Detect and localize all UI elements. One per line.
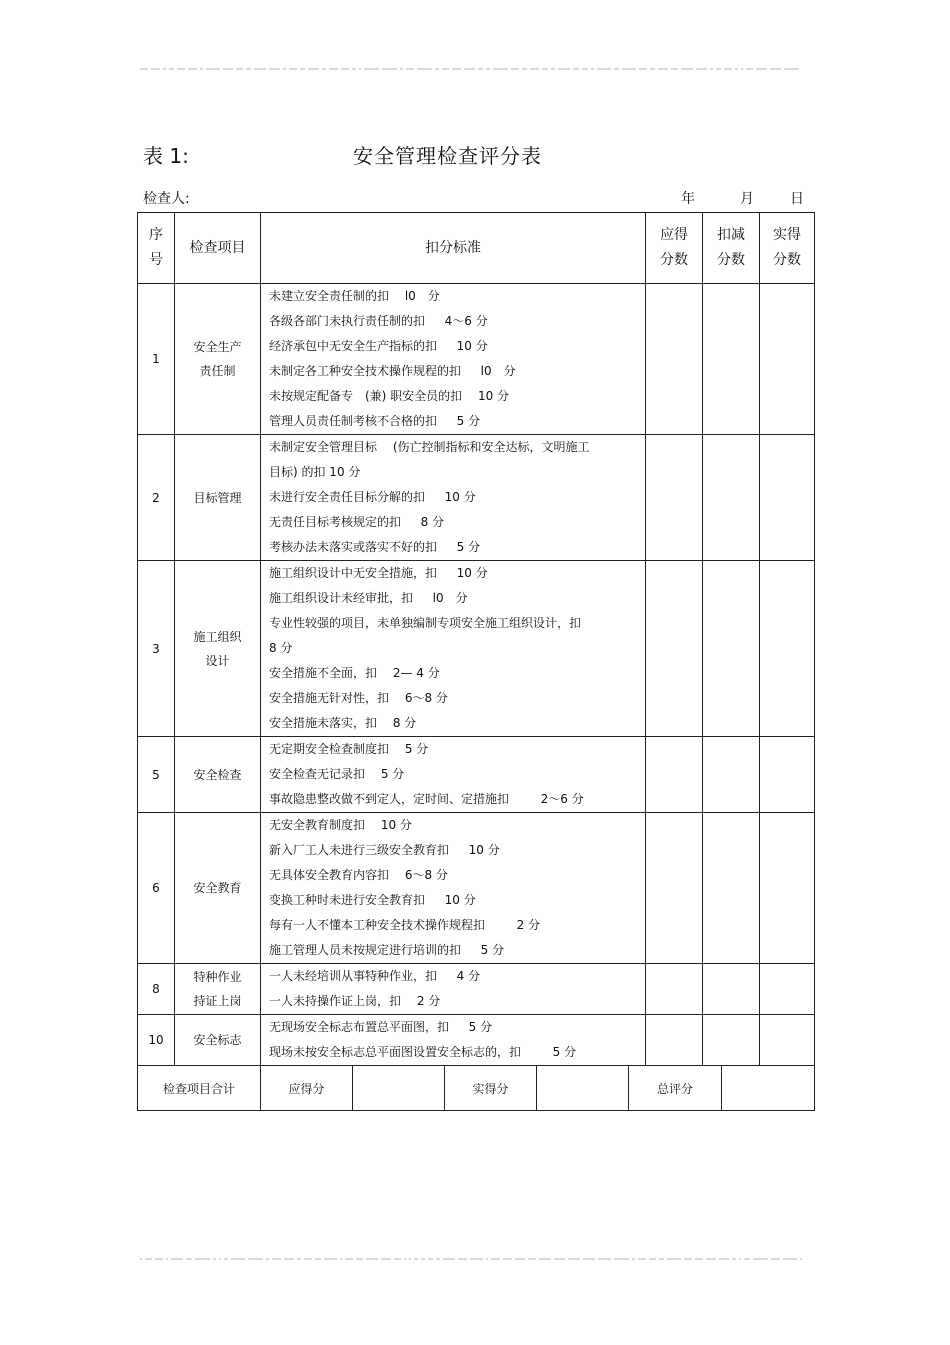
criteria-line: 安全措施未落实，扣 8 分 — [269, 716, 417, 730]
criteria-line: 施工组织设计未经审批，扣 l0 分 — [269, 591, 468, 605]
criteria-line: 经济承包中无安全生产指标的扣 10 分 — [269, 339, 488, 353]
criteria-line: 无定期安全检查制度扣 5 分 — [269, 742, 429, 756]
table-number: 表 1: — [143, 144, 189, 168]
overall-score-value[interactable] — [722, 1066, 815, 1111]
criteria-line: 变换工种时未进行安全教育扣 10 分 — [269, 893, 476, 907]
row-seq: 1 — [138, 284, 175, 435]
summary-table — [137, 1065, 815, 1111]
should-score-cell[interactable] — [646, 284, 703, 435]
table-row — [138, 284, 815, 435]
actual-total-label: 实得分 — [445, 1066, 537, 1111]
table-row — [138, 561, 815, 737]
actual-total-value[interactable] — [537, 1066, 629, 1111]
actual-score-cell[interactable] — [760, 1015, 815, 1066]
row-criteria — [261, 964, 646, 1015]
should-score-cell[interactable] — [646, 964, 703, 1015]
page-title: 安全管理检查评分表 — [353, 144, 542, 168]
criteria-line: 目标) 的扣 10 分 — [269, 465, 361, 479]
table-row — [138, 737, 815, 813]
criteria-line: 未进行安全责任目标分解的扣 10 分 — [269, 490, 476, 504]
table-header-row — [138, 213, 815, 284]
criteria-line: 各级各部门未执行责任制的扣 4～6 分 — [269, 314, 488, 328]
row-seq: 2 — [138, 435, 175, 561]
inspector-label: 检查人: — [143, 191, 190, 207]
table-row — [138, 813, 815, 964]
deduct-score-cell[interactable] — [703, 813, 760, 964]
row-seq: 6 — [138, 813, 175, 964]
row-seq: 3 — [138, 561, 175, 737]
criteria-line: 无安全教育制度扣 10 分 — [269, 818, 412, 832]
item-header: 检查项目 — [175, 213, 261, 284]
row-item: 安全标志 — [175, 1015, 261, 1066]
deduct-score-cell[interactable] — [703, 435, 760, 561]
deduct-score-cell[interactable] — [703, 561, 760, 737]
info-row — [143, 188, 808, 208]
row-item: 特种作业 持证上岗 — [175, 964, 261, 1015]
row-item: 安全检查 — [175, 737, 261, 813]
actual-score-cell[interactable] — [760, 561, 815, 737]
actual-score-cell[interactable] — [760, 435, 815, 561]
criteria-line: 无现场安全标志布置总平面图，扣 5 分 — [269, 1020, 493, 1034]
criteria-line: 无责任目标考核规定的扣 8 分 — [269, 515, 445, 529]
row-item: 安全教育 — [175, 813, 261, 964]
actual-score-header: 实得 分数 — [760, 213, 815, 284]
criteria-line: 无具体安全教育内容扣 6～8 分 — [269, 868, 448, 882]
criteria-line: 考核办法未落实或落实不好的扣 5 分 — [269, 540, 481, 554]
should-score-cell[interactable] — [646, 813, 703, 964]
actual-score-cell[interactable] — [760, 813, 815, 964]
actual-score-cell[interactable] — [760, 284, 815, 435]
summary-row — [138, 1066, 815, 1111]
seq-header: 序 号 — [138, 213, 175, 284]
criteria-line: 8 分 — [269, 641, 293, 655]
scan-noise-top — [140, 66, 805, 72]
deduct-score-cell[interactable] — [703, 737, 760, 813]
row-seq: 10 — [138, 1015, 175, 1066]
deduct-score-cell[interactable] — [703, 964, 760, 1015]
score-table — [137, 212, 815, 1066]
criteria-line: 未制定安全管理目标 (伤亡控制指标和安全达标，文明施工 — [269, 440, 590, 454]
month-label: 月 — [740, 191, 754, 207]
year-label: 年 — [681, 191, 695, 207]
summary-label: 检查项目合计 — [138, 1066, 261, 1111]
criteria-line: 未建立安全责任制的扣 l0 分 — [269, 289, 440, 303]
deduct-score-header: 扣减 分数 — [703, 213, 760, 284]
criteria-line: 安全措施无针对性，扣 6～8 分 — [269, 691, 448, 705]
should-score-header: 应得 分数 — [646, 213, 703, 284]
row-criteria — [261, 284, 646, 435]
criteria-line: 事故隐患整改做不到定人，定时间、定措施扣 2～6 分 — [269, 792, 584, 806]
actual-score-cell[interactable] — [760, 737, 815, 813]
row-seq: 8 — [138, 964, 175, 1015]
deduct-score-cell[interactable] — [703, 1015, 760, 1066]
row-criteria — [261, 435, 646, 561]
criteria-line: 每有一人不懂本工种安全技术操作规程扣 2 分 — [269, 918, 541, 932]
criteria-header: 扣分标准 — [261, 213, 646, 284]
row-criteria — [261, 1015, 646, 1066]
criteria-line: 一人未持操作证上岗，扣 2 分 — [269, 994, 441, 1008]
deduct-score-cell[interactable] — [703, 284, 760, 435]
criteria-line: 安全措施不全面，扣 2— 4 分 — [269, 666, 440, 680]
title-row — [143, 140, 808, 170]
criteria-line: 未制定各工种安全技术操作规程的扣 l0 分 — [269, 364, 516, 378]
row-item: 目标管理 — [175, 435, 261, 561]
row-item: 安全生产 责任制 — [175, 284, 261, 435]
actual-score-cell[interactable] — [760, 964, 815, 1015]
criteria-line: 未按规定配备专 (兼) 职安全员的扣 10 分 — [269, 389, 510, 403]
row-item: 施工组织 设计 — [175, 561, 261, 737]
criteria-line: 施工组织设计中无安全措施，扣 10 分 — [269, 566, 488, 580]
criteria-line: 专业性较强的项目，未单独编制专项安全施工组织设计，扣 — [269, 616, 582, 630]
should-total-value[interactable] — [353, 1066, 445, 1111]
row-criteria — [261, 561, 646, 737]
criteria-line: 现场未按安全标志总平面图设置安全标志的，扣 5 分 — [269, 1045, 577, 1059]
should-score-cell[interactable] — [646, 737, 703, 813]
should-total-label: 应得分 — [261, 1066, 353, 1111]
row-criteria — [261, 813, 646, 964]
should-score-cell[interactable] — [646, 561, 703, 737]
day-label: 日 — [790, 191, 804, 207]
overall-score-label: 总评分 — [629, 1066, 722, 1111]
should-score-cell[interactable] — [646, 1015, 703, 1066]
row-criteria — [261, 737, 646, 813]
scan-noise-bottom — [140, 1256, 805, 1262]
criteria-line: 新入厂工人未进行三级安全教育扣 10 分 — [269, 843, 500, 857]
table-row — [138, 964, 815, 1015]
criteria-line: 施工管理人员未按规定进行培训的扣 5 分 — [269, 943, 505, 957]
criteria-line: 安全检查无记录扣 5 分 — [269, 767, 405, 781]
criteria-line: 管理人员责任制考核不合格的扣 5 分 — [269, 414, 481, 428]
table-row — [138, 1015, 815, 1066]
criteria-line: 一人未经培训从事特种作业，扣 4 分 — [269, 969, 481, 983]
table-row — [138, 435, 815, 561]
row-seq: 5 — [138, 737, 175, 813]
should-score-cell[interactable] — [646, 435, 703, 561]
